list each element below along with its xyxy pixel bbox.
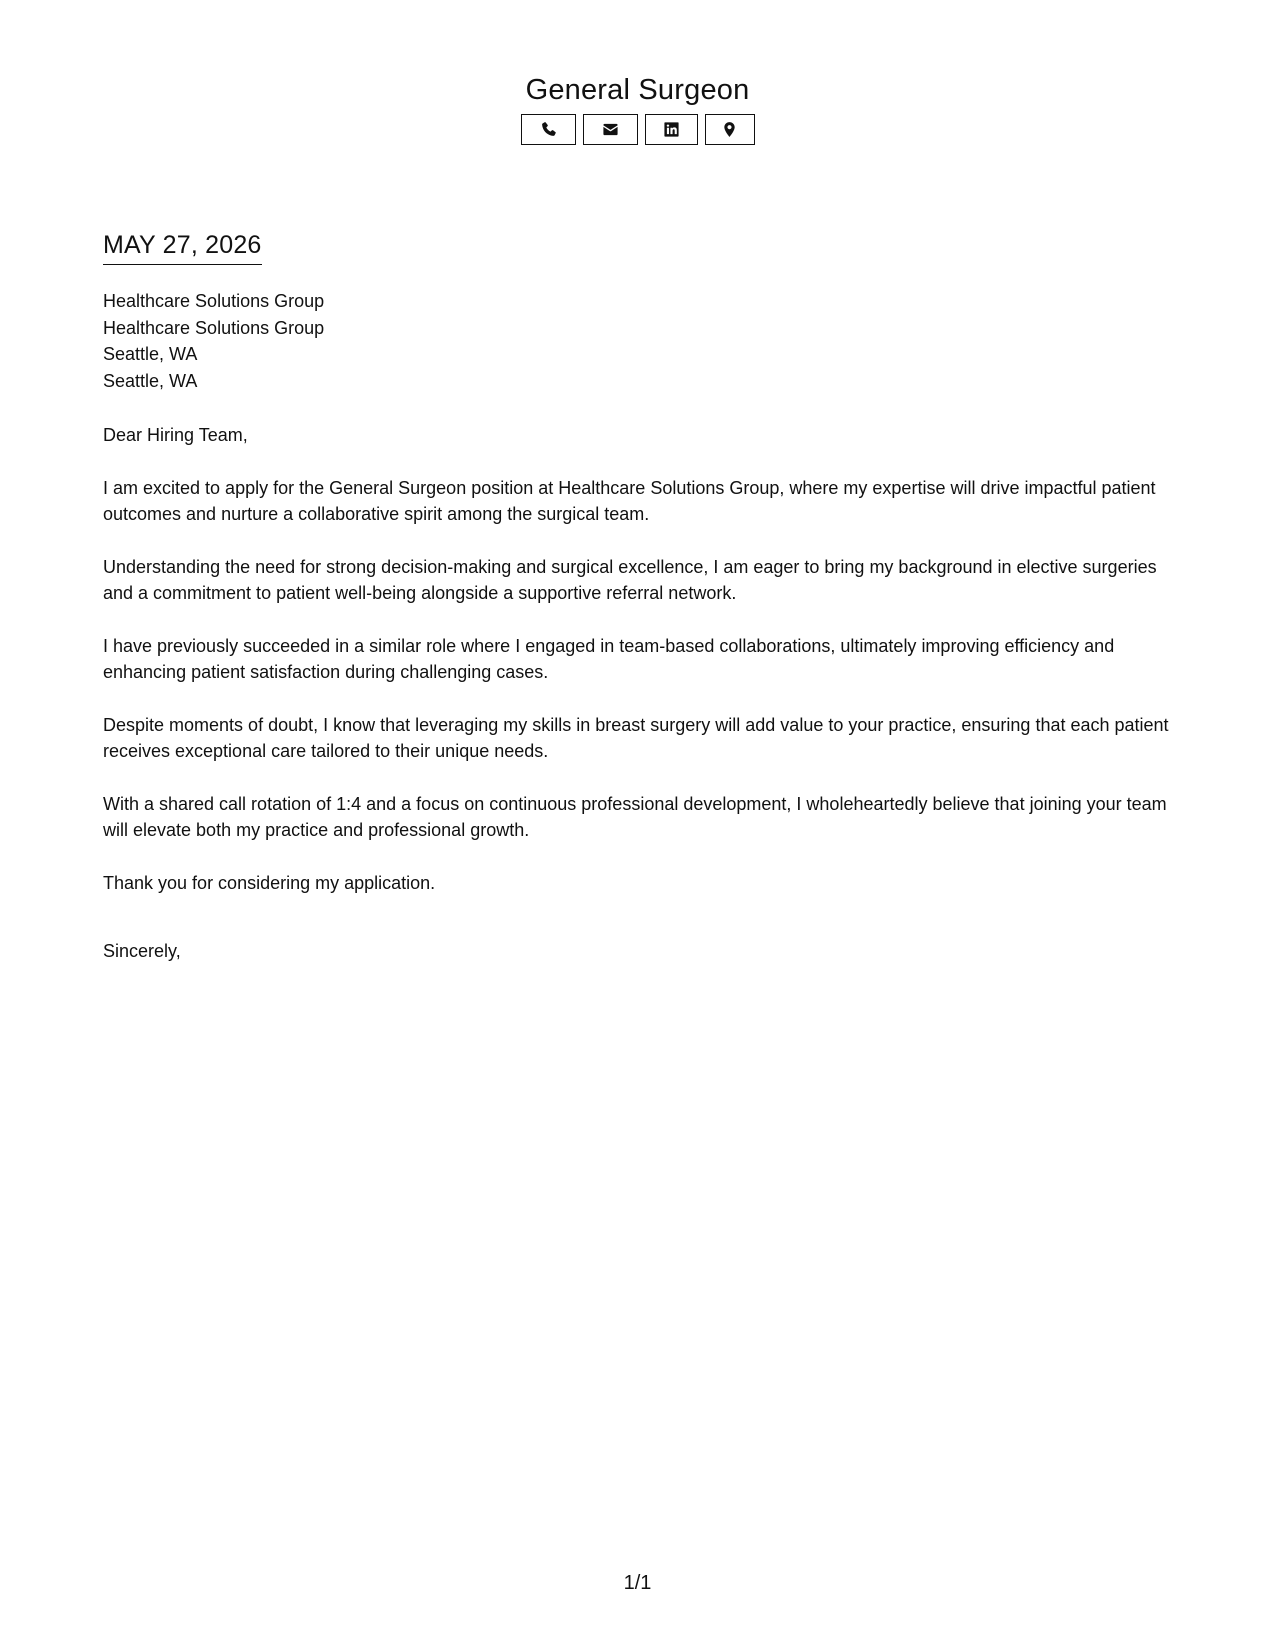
email-button[interactable] xyxy=(583,114,638,145)
phone-icon xyxy=(540,121,557,138)
page-number: 1/1 xyxy=(623,1572,652,1594)
thanks-line: Thank you for considering my application. xyxy=(103,872,436,893)
body-paragraph: Understanding the need for strong decision-making and surgical excellence, I am eager to bring my background in elective surgeries and a commitment to patient well-being alongside a supportive referral network. xyxy=(103,556,1157,603)
linkedin-icon xyxy=(663,121,680,138)
page-title: General Surgeon xyxy=(525,74,750,106)
letter-date: MAY 27, 2026 xyxy=(103,229,262,265)
email-icon xyxy=(602,121,619,138)
phone-button[interactable] xyxy=(521,114,576,145)
letter-header xyxy=(0,72,1275,145)
body-paragraph: Despite moments of doubt, I know that leveraging my skills in breast surgery will add value to your practice, ensuring that each patient receives exceptional care tailored to their unique needs. xyxy=(103,714,1169,761)
letter-body xyxy=(103,422,1183,991)
location-icon xyxy=(721,121,738,138)
recipient-address xyxy=(103,288,324,394)
closing: Sincerely, xyxy=(103,941,181,961)
recipient-line: Seattle, WA xyxy=(103,344,198,364)
body-paragraph: I have previously succeeded in a similar role where I engaged in team-based collaborations, ultimately improving efficiency and enhancing patient satisfaction during challenging cases. xyxy=(103,635,1115,682)
recipient-line: Seattle, WA xyxy=(103,370,198,391)
salutation: Dear Hiring Team, xyxy=(103,425,248,445)
recipient-line: Healthcare Solutions Group xyxy=(103,317,325,338)
body-paragraph: With a shared call rotation of 1:4 and a focus on continuous professional development, I wholeheartedly believe that joining your team will elevate both my practice and professional growth. xyxy=(103,793,1167,840)
body-paragraph: I am excited to apply for the General Surgeon position at Healthcare Solutions Group, where my expertise will drive impactful patient outcomes and nurture a collaborative spirit among the surgical team. xyxy=(103,477,1156,524)
recipient-line: Healthcare Solutions Group xyxy=(103,291,325,311)
linkedin-button[interactable] xyxy=(645,114,698,145)
location-button[interactable] xyxy=(705,114,755,145)
contact-links xyxy=(0,114,1275,145)
